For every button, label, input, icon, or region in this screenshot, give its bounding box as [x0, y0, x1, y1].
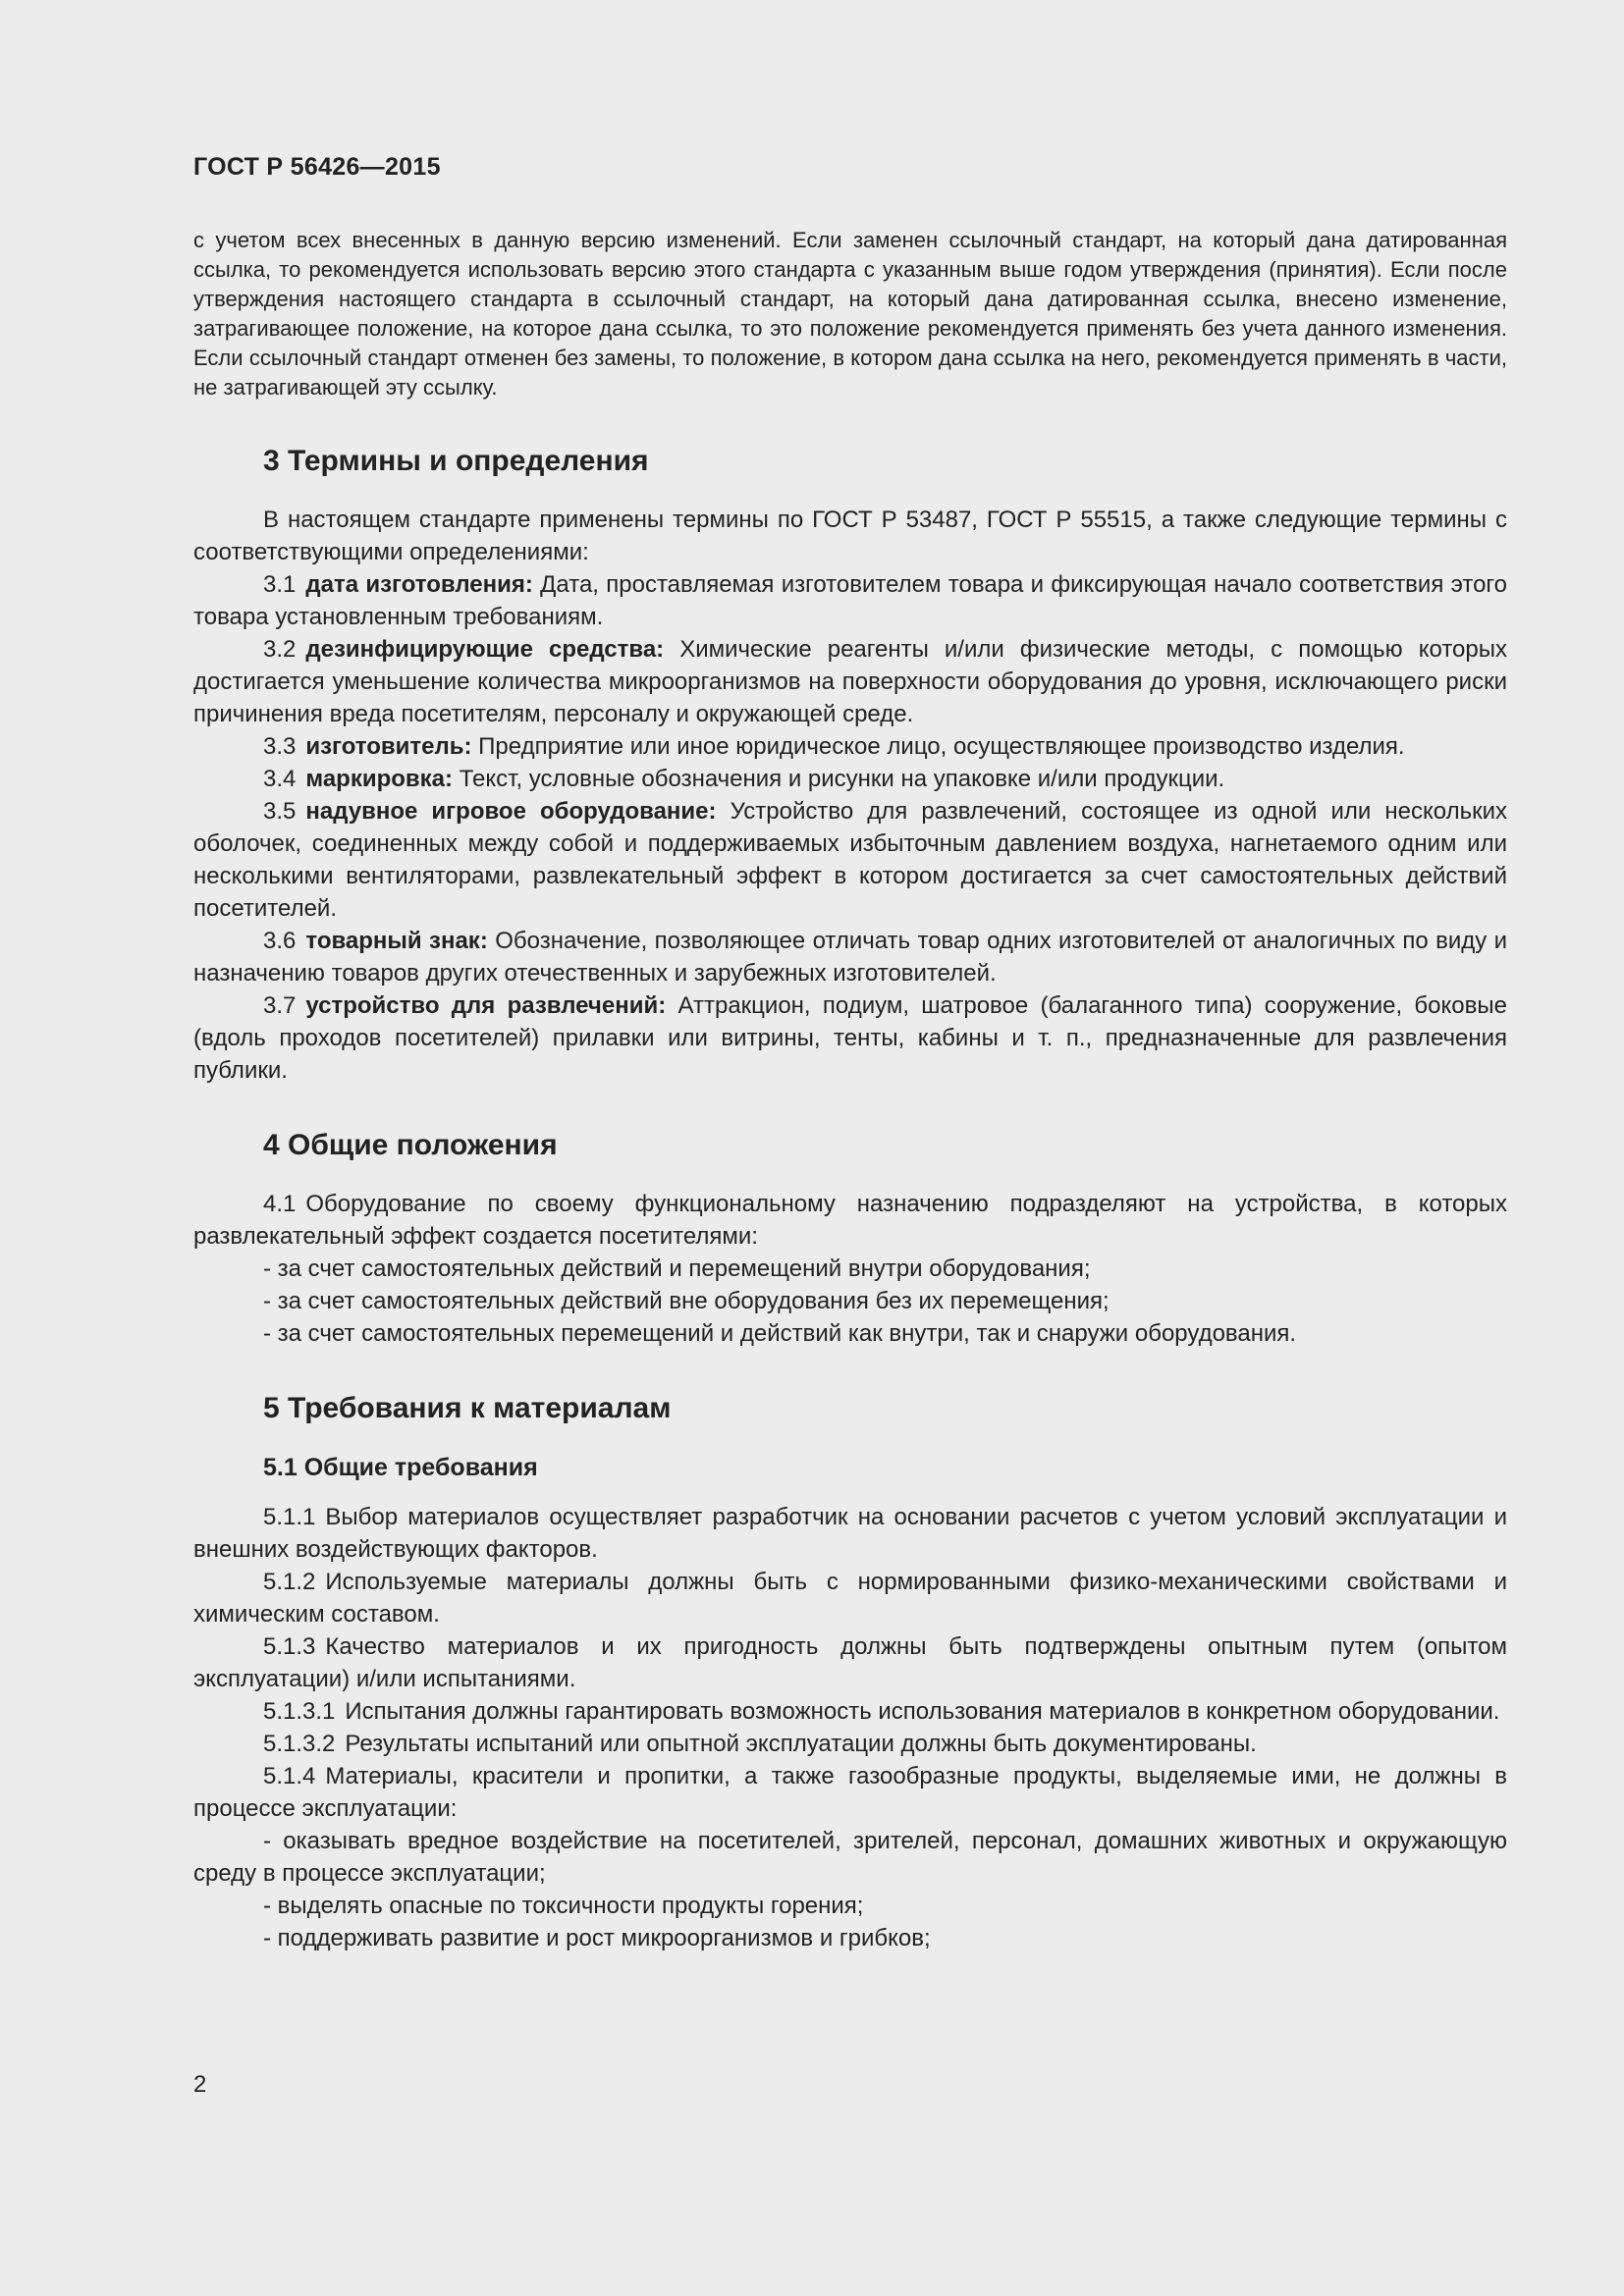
clause-number: 5.1.1 — [263, 1504, 316, 1530]
clause-text: Материалы, красители и пропитки, а также газообразные продукты, выделяемые ими, не должны в процессе эксплуатации: — [193, 1763, 1507, 1822]
term-title: надувное игровое оборудование: — [305, 798, 717, 825]
term-definition: Предприятие или иное юридическое лицо, осуществляющее производство изделия. — [478, 733, 1405, 760]
term-title: дата изготовления: — [305, 571, 533, 598]
list-item: - за счет самостоятельных действий вне оборудования без их перемещения; — [263, 1288, 1110, 1314]
clause-4-1 — [193, 1188, 1507, 1253]
term-number: 3.4 — [263, 766, 297, 792]
term-3-1 — [193, 568, 1507, 633]
section-3-heading: 3 Термины и определения — [263, 445, 649, 477]
subsection-5-1-heading: 5.1 Общие требования — [263, 1454, 538, 1481]
term-definition: Устройство для развлечений, состоящее из одной или нескольких оболочек, соединенных между собой и поддерживаемых избыточным давлением воздуха, нагнетаемого одним или несколькими вентиляторами, развлекательный эффект в котором достигается за счет самостоятельных действий посетителей. — [193, 798, 1507, 922]
clause-number: 4.1 — [263, 1191, 297, 1217]
clause-number: 5.1.3.1 — [263, 1698, 336, 1725]
clause-text: Выбор материалов осуществляет разработчик на основании расчетов с учетом условий эксплуатации и внешних воздействующих факторов. — [193, 1504, 1507, 1563]
term-3-4 — [193, 763, 1507, 795]
clause-text: Результаты испытаний или опытной эксплуатации должны быть документированы. — [345, 1731, 1257, 1757]
clause-5-1-3 — [193, 1630, 1507, 1695]
section-4-heading: 4 Общие положения — [263, 1129, 558, 1161]
term-3-5 — [193, 795, 1507, 925]
clause-text: Испытания должны гарантировать возможность использования материалов в конкретном оборудовании. — [345, 1698, 1500, 1725]
term-title: товарный знак: — [305, 928, 488, 954]
term-number: 3.2 — [263, 636, 297, 663]
clause-text: Используемые материалы должны быть с нормированными физико-механическими свойствами и химическим составом. — [193, 1569, 1507, 1628]
section-3-intro: В настоящем стандарте применены термины по ГОСТ Р 53487, ГОСТ Р 55515, а также следующие термины с соответствующими определениями: — [193, 507, 1507, 565]
list-item: - выделять опасные по токсичности продукты горения; — [263, 1893, 864, 1919]
list-item: - за счет самостоятельных действий и перемещений внутри оборудования; — [263, 1255, 1091, 1282]
term-number: 3.3 — [263, 733, 297, 760]
term-number: 3.7 — [263, 992, 297, 1019]
term-definition: Аттракцион, подиум, шатровое (балаганного типа) сооружение, боковые (вдоль проходов посетителей) прилавки или витрины, тенты, кабины и т. п., предназначенные для развлечения публики. — [193, 992, 1507, 1084]
intro-paragraph: с учетом всех внесенных в данную версию изменений. Если заменен ссылочный стандарт, на который дана датированная ссылка, то рекомендуется использовать версию этого стандарта с указанным выше годом утверждения (принятия). Если после утверждения настоящего стандарта в ссылочный стандарт, на который дана датированная ссылка, внесено изменение, затрагивающее положение, на которое дана ссылка, то это положение рекомендуется применять без учета данного изменения. Если ссылочный стандарт отменен без замены, то положение, в котором дана ссылка на него, рекомендуется применять в части, не затрагивающей эту ссылку. — [193, 228, 1507, 400]
term-title: маркировка: — [305, 766, 454, 792]
term-3-6 — [193, 925, 1507, 989]
term-definition: Обозначение, позволяющее отличать товар одних изготовителей от аналогичных по виду и назначению товаров других отечественных и зарубежных изготовителей. — [193, 928, 1508, 987]
clause-5-1-3-2 — [193, 1728, 1507, 1760]
list-item: - поддерживать развитие и рост микроорганизмов и грибков; — [263, 1925, 931, 1951]
term-number: 3.5 — [263, 798, 297, 825]
term-title: изготовитель: — [305, 733, 472, 760]
list-item: - за счет самостоятельных перемещений и действий как внутри, так и снаружи оборудования. — [263, 1320, 1297, 1347]
term-3-3 — [193, 730, 1507, 763]
page-number: 2 — [193, 2071, 207, 2098]
term-title: дезинфицирующие средства: — [305, 636, 665, 663]
clause-number: 5.1.2 — [263, 1569, 316, 1595]
term-number: 3.1 — [263, 571, 297, 598]
clause-5-1-3-1 — [193, 1695, 1507, 1728]
section-5-heading: 5 Требования к материалам — [263, 1392, 672, 1424]
clause-5-1-4 — [193, 1760, 1507, 1825]
term-definition: Дата, проставляемая изготовителем товара и фиксирующая начало соответствия этого товара установленным требованиям. — [193, 571, 1507, 630]
clause-number: 5.1.4 — [263, 1763, 316, 1789]
clause-text: Качество материалов и их пригодность должны быть подтверждены опытным путем (опытом эксплуатации) и/или испытаниями. — [193, 1633, 1507, 1692]
term-3-2 — [193, 633, 1507, 730]
clause-number: 5.1.3.2 — [263, 1731, 336, 1757]
term-3-7 — [193, 989, 1507, 1087]
clause-5-1-2 — [193, 1566, 1507, 1630]
term-definition: Химические реагенты и/или физические методы, с помощью которых достигается уменьшение количества микроорганизмов на поверхности оборудования до уровня, исключающего риски причинения вреда посетителям, персоналу и окружающей среде. — [193, 636, 1507, 727]
clause-5-1-1 — [193, 1501, 1507, 1566]
term-title: устройство для развлечений: — [305, 992, 667, 1019]
page-body — [193, 226, 1507, 1954]
document-header: ГОСТ Р 56426—2015 — [193, 153, 441, 181]
clause-number: 5.1.3 — [263, 1633, 316, 1660]
term-definition: Текст, условные обозначения и рисунки на упаковке и/или продукции. — [459, 766, 1225, 792]
list-item: - оказывать вредное воздействие на посетителей, зрителей, персонал, домашних животных и окружающую среду в процессе эксплуатации; — [193, 1828, 1507, 1887]
clause-text: Оборудование по своему функциональному назначению подразделяют на устройства, в которых развлекательный эффект создается посетителями: — [193, 1191, 1507, 1250]
term-number: 3.6 — [263, 928, 297, 954]
